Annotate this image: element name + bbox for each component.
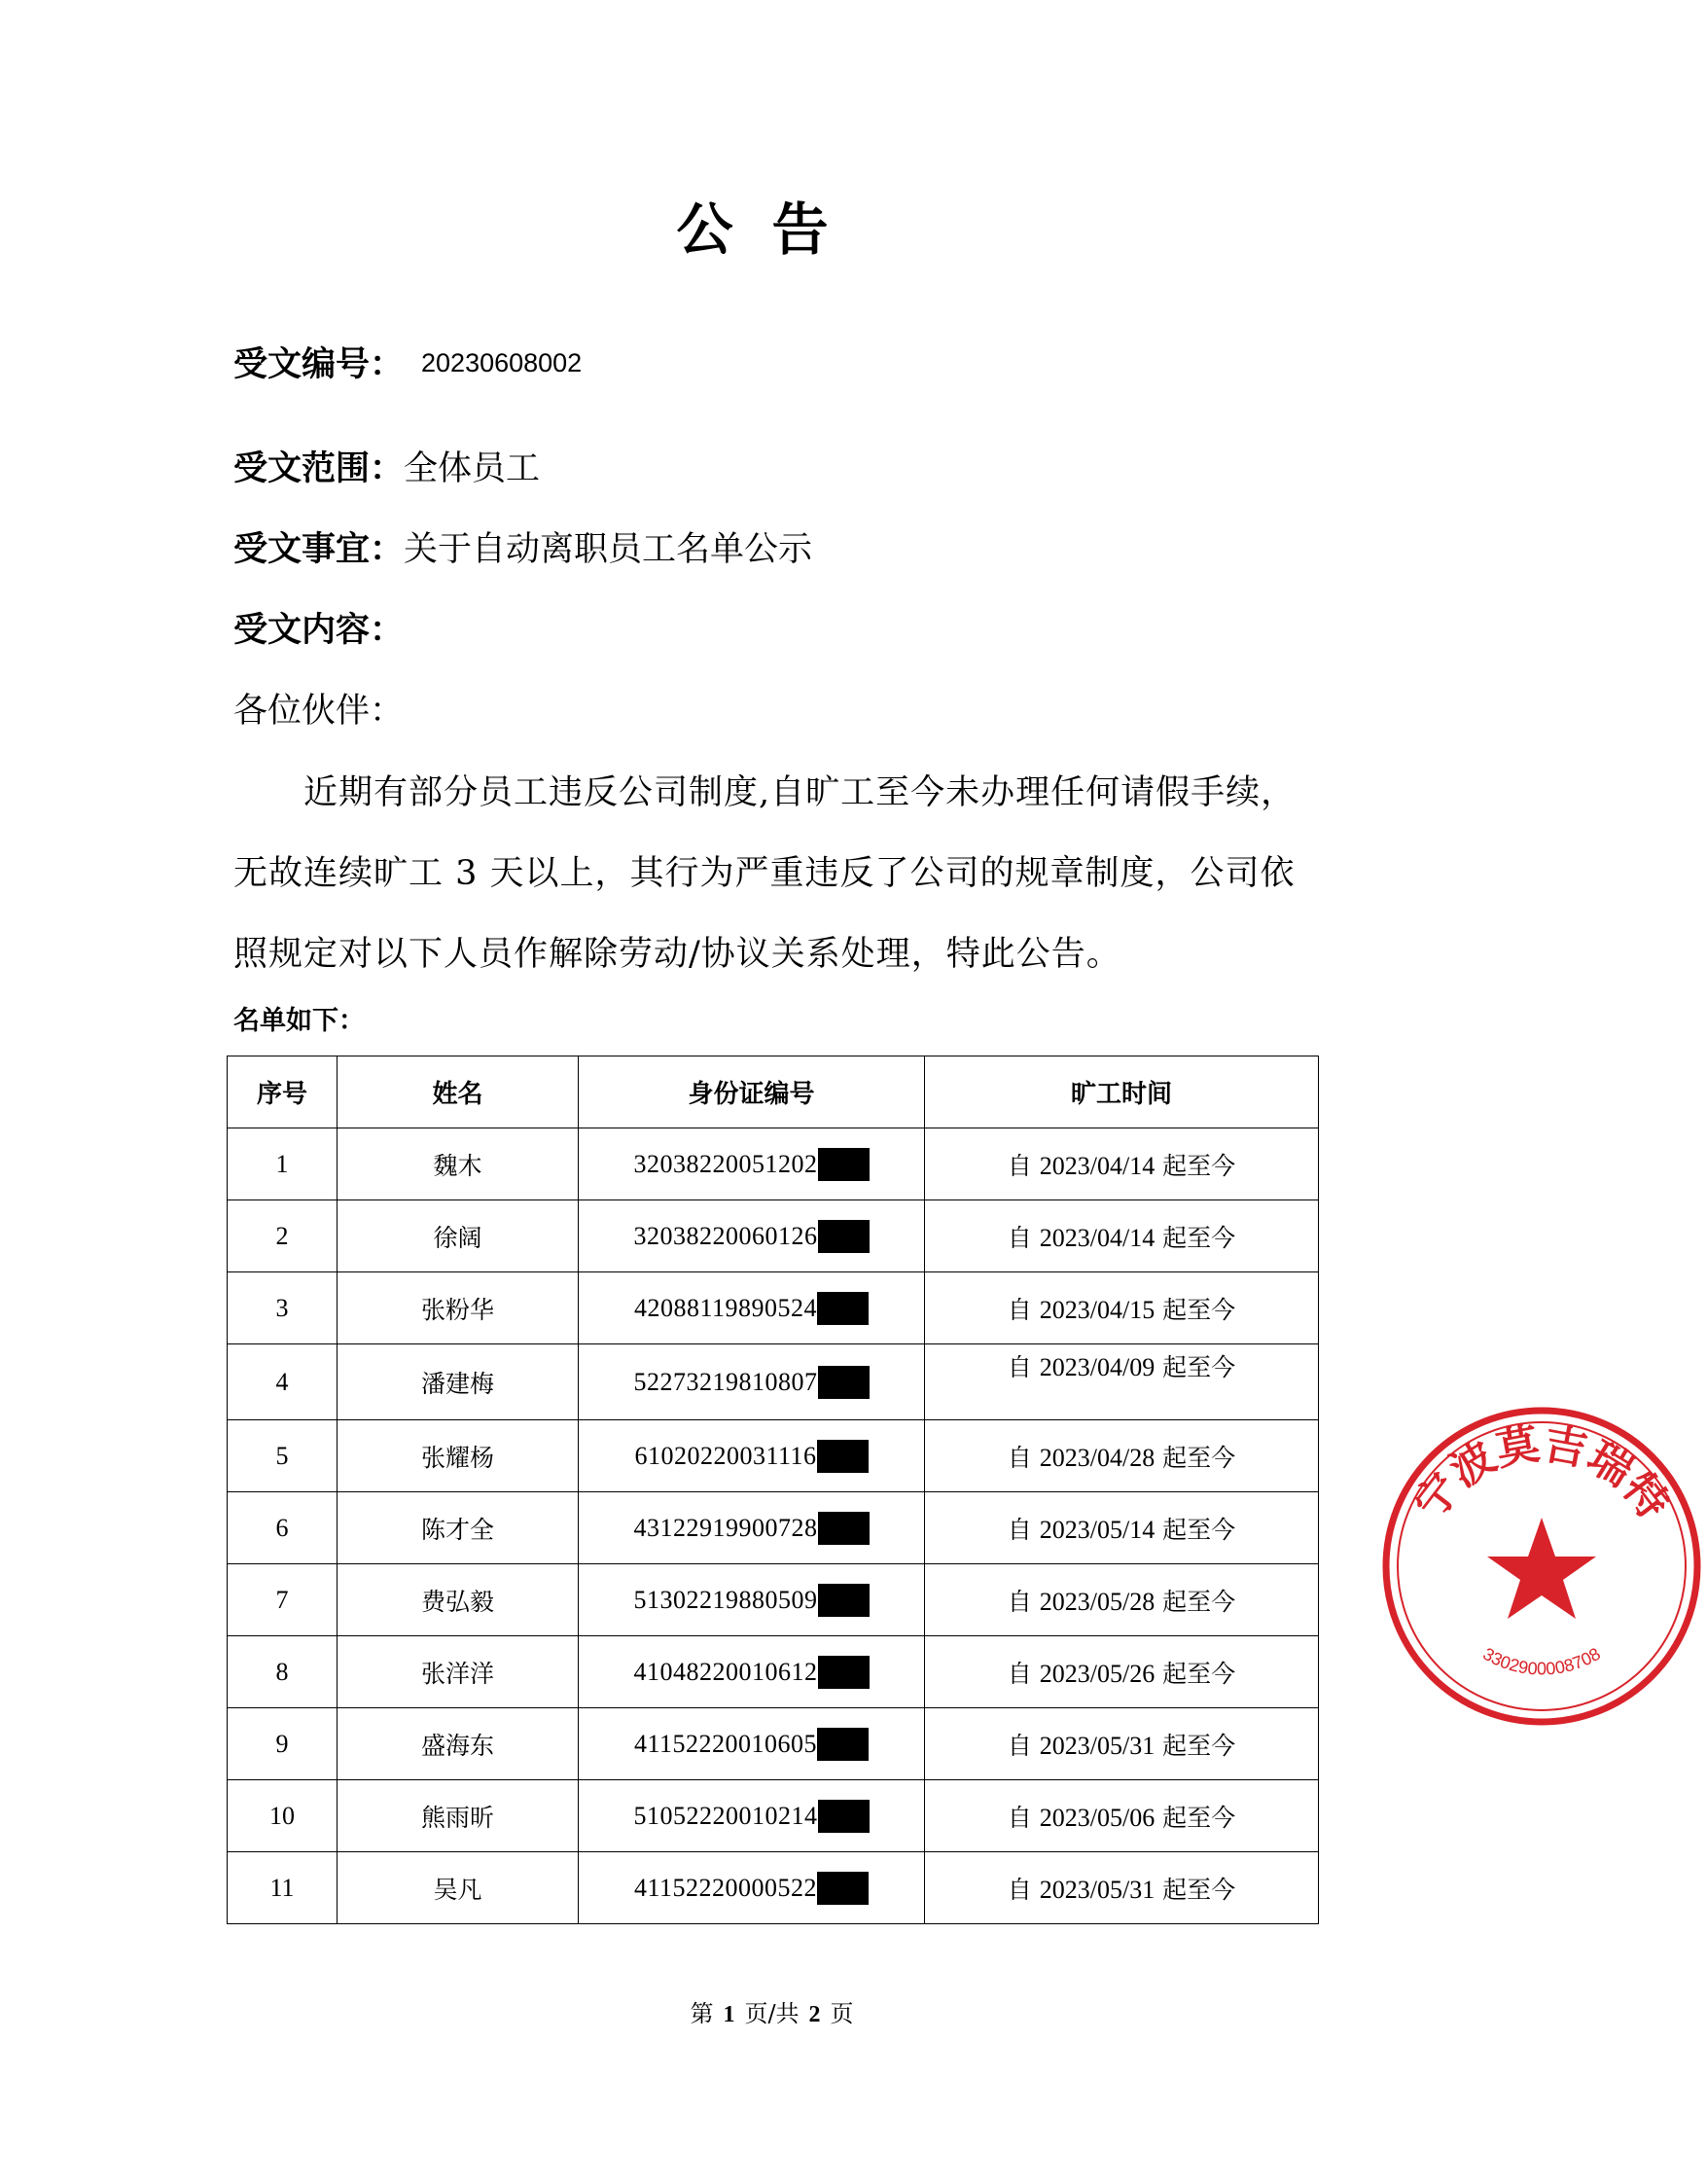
absence-suffix: 起至今 — [1162, 1151, 1236, 1180]
absence-suffix: 起至今 — [1162, 1659, 1236, 1688]
table-row — [228, 1420, 1319, 1492]
cell-absence — [925, 1852, 1319, 1924]
cell-name: 费弘毅 — [338, 1564, 579, 1636]
cell-no: 9 — [228, 1708, 338, 1780]
redaction-block — [817, 1440, 869, 1473]
absence-date: 2023/05/31 — [1039, 1875, 1156, 1904]
absence-suffix: 起至今 — [1162, 1295, 1236, 1324]
cell-name: 徐阔 — [338, 1200, 579, 1272]
absence-prefix: 自 — [1007, 1443, 1032, 1472]
cell-name: 吴凡 — [338, 1852, 579, 1924]
scope-line — [233, 445, 540, 493]
cell-no: 2 — [228, 1200, 338, 1272]
cell-absence — [925, 1708, 1319, 1780]
cell-no: 3 — [228, 1272, 338, 1344]
cell-absence — [925, 1344, 1319, 1420]
table-row — [228, 1852, 1319, 1924]
greeting-text: 各位伙伴： — [233, 692, 405, 731]
footer-page: 1 — [723, 2002, 735, 2027]
id-digits: 32038220060126 — [633, 1221, 818, 1250]
cell-no: 4 — [228, 1344, 338, 1420]
matter-line — [233, 525, 812, 574]
cell-id — [579, 1344, 925, 1420]
table-row — [228, 1344, 1319, 1420]
redaction-block — [817, 1872, 869, 1905]
id-number — [634, 1366, 870, 1399]
id-digits: 51052220010214 — [633, 1801, 818, 1830]
redaction-block — [818, 1584, 870, 1617]
absence-prefix: 自 — [1007, 1659, 1032, 1688]
seal-text: 宁波莫吉瑞特 — [1405, 1418, 1679, 1529]
cell-name: 张粉华 — [338, 1272, 579, 1344]
greeting — [233, 687, 404, 735]
id-number — [634, 1148, 870, 1181]
absence-date: 2023/04/14 — [1039, 1151, 1156, 1180]
cell-id — [579, 1272, 925, 1344]
id-number — [634, 1220, 870, 1253]
cell-no: 6 — [228, 1492, 338, 1564]
absence-date: 2023/04/14 — [1039, 1223, 1156, 1252]
id-digits: 61020220031116 — [634, 1441, 817, 1470]
table-body — [228, 1128, 1319, 1924]
absence-suffix: 起至今 — [1162, 1353, 1236, 1381]
absence-date: 2023/05/14 — [1039, 1515, 1156, 1544]
cell-id — [579, 1708, 925, 1780]
scope-label: 受文范围： — [233, 449, 405, 488]
employee-table — [227, 1056, 1319, 1924]
cell-absence — [925, 1636, 1319, 1708]
matter-value: 关于自动离职员工名单公示 — [404, 530, 813, 569]
document-title: 公告 — [676, 197, 868, 263]
cell-absence — [925, 1420, 1319, 1492]
cell-no: 5 — [228, 1420, 338, 1492]
absence-prefix: 自 — [1007, 1515, 1032, 1544]
absence-prefix: 自 — [1007, 1587, 1032, 1616]
cell-no: 1 — [228, 1128, 338, 1200]
absence-prefix: 自 — [1007, 1295, 1032, 1324]
absence-prefix: 自 — [1007, 1731, 1032, 1760]
id-number — [634, 1512, 870, 1545]
id-number — [634, 1292, 869, 1325]
absence-suffix: 起至今 — [1162, 1587, 1236, 1616]
table-row — [228, 1564, 1319, 1636]
redaction-block — [817, 1728, 869, 1761]
absence-suffix: 起至今 — [1162, 1515, 1236, 1544]
absence-date: 2023/04/15 — [1039, 1295, 1156, 1324]
table-row — [228, 1492, 1319, 1564]
content-line — [233, 606, 404, 655]
cell-id — [579, 1420, 925, 1492]
cell-no: 11 — [228, 1852, 338, 1924]
cell-name: 潘建梅 — [338, 1344, 579, 1420]
cell-no: 7 — [228, 1564, 338, 1636]
id-number — [634, 1584, 870, 1617]
footer-total: 2 — [808, 2002, 821, 2027]
id-digits: 41048220010612 — [633, 1657, 818, 1686]
body-paragraph-text: 近期有部分员工违反公司制度,自旷工至今未办理任何请假手续，无故连续旷工 3 天以上，其行为严重违反了公司的规章制度，公司依照规定对以下人员作解除劳动/协议关系处理，特此公告。 — [233, 773, 1297, 974]
list-heading: 名单如下： — [233, 1006, 365, 1036]
doc-number-value: 20230608002 — [421, 348, 583, 377]
absence-suffix: 起至今 — [1162, 1731, 1236, 1760]
cell-name: 张耀杨 — [338, 1420, 579, 1492]
cell-absence — [925, 1564, 1319, 1636]
id-digits: 42088119890524 — [633, 1293, 818, 1322]
id-digits: 51302219880509 — [633, 1585, 818, 1614]
absence-prefix: 自 — [1007, 1151, 1032, 1180]
doc-number-line — [233, 339, 582, 389]
header-id: 身份证编号 — [579, 1056, 925, 1128]
redaction-block — [818, 1220, 870, 1253]
header-no: 序号 — [228, 1056, 338, 1128]
absence-suffix: 起至今 — [1162, 1875, 1236, 1904]
cell-id — [579, 1128, 925, 1200]
id-number — [634, 1800, 870, 1833]
table-row — [228, 1780, 1319, 1852]
cell-absence — [925, 1128, 1319, 1200]
absence-date: 2023/05/06 — [1039, 1803, 1156, 1832]
id-digits: 43122919900728 — [633, 1513, 818, 1542]
cell-name: 张洋洋 — [338, 1636, 579, 1708]
id-digits: 41152220000522 — [633, 1873, 818, 1902]
doc-number-label: 受文编号： — [233, 345, 405, 384]
cell-absence — [925, 1492, 1319, 1564]
cell-no: 10 — [228, 1780, 338, 1852]
id-digits: 41152220010605 — [633, 1729, 818, 1758]
id-number — [634, 1728, 869, 1761]
table-row — [228, 1708, 1319, 1780]
cell-name: 盛海东 — [338, 1708, 579, 1780]
table-row — [228, 1272, 1319, 1344]
cell-id — [579, 1492, 925, 1564]
table-header-row — [228, 1056, 1319, 1128]
cell-id — [579, 1852, 925, 1924]
table-row — [228, 1636, 1319, 1708]
absence-suffix: 起至今 — [1162, 1223, 1236, 1252]
id-digits: 52273219810807 — [633, 1367, 818, 1396]
absence-prefix: 自 — [1007, 1875, 1032, 1904]
content-label: 受文内容： — [233, 611, 405, 650]
cell-no: 8 — [228, 1636, 338, 1708]
page-footer — [0, 1997, 1544, 2031]
cell-id — [579, 1780, 925, 1852]
cell-id — [579, 1636, 925, 1708]
cell-absence — [925, 1780, 1319, 1852]
header-absence: 旷工时间 — [925, 1056, 1319, 1128]
absence-date: 2023/04/09 — [1039, 1353, 1156, 1381]
absence-suffix: 起至今 — [1162, 1803, 1236, 1832]
id-number — [634, 1872, 869, 1905]
cell-id — [579, 1564, 925, 1636]
cell-name: 魏木 — [338, 1128, 579, 1200]
footer-suffix: 页 — [830, 2000, 854, 2027]
absence-suffix: 起至今 — [1162, 1443, 1236, 1472]
company-seal — [1376, 1401, 1707, 1732]
absence-date: 2023/05/28 — [1039, 1587, 1156, 1616]
redaction-block — [818, 1366, 870, 1399]
footer-prefix: 第 — [690, 2000, 714, 2027]
scope-value: 全体员工 — [404, 449, 541, 488]
cell-id — [579, 1200, 925, 1272]
redaction-block — [818, 1512, 870, 1545]
redaction-block — [818, 1148, 870, 1181]
absence-prefix: 自 — [1007, 1223, 1032, 1252]
header-name: 姓名 — [338, 1056, 579, 1128]
id-digits: 32038220051202 — [633, 1149, 818, 1178]
matter-label: 受文事宜： — [233, 530, 405, 569]
seal-number: 3302900008708 — [1479, 1643, 1604, 1679]
table-row — [228, 1200, 1319, 1272]
body-paragraph — [233, 753, 1308, 995]
id-number — [634, 1440, 868, 1473]
footer-middle: 页/共 — [744, 2000, 800, 2027]
redaction-block — [818, 1800, 870, 1833]
absence-date: 2023/05/31 — [1039, 1731, 1156, 1760]
cell-name: 陈才全 — [338, 1492, 579, 1564]
table-row — [228, 1128, 1319, 1200]
redaction-block — [817, 1292, 869, 1325]
cell-absence — [925, 1272, 1319, 1344]
redaction-block — [818, 1656, 870, 1689]
absence-prefix: 自 — [1007, 1803, 1032, 1832]
absence-date: 2023/05/26 — [1039, 1659, 1156, 1688]
id-number — [634, 1656, 870, 1689]
absence-date: 2023/04/28 — [1039, 1443, 1156, 1472]
cell-name: 熊雨昕 — [338, 1780, 579, 1852]
absence-prefix: 自 — [1007, 1353, 1032, 1381]
seal-star-icon — [1487, 1518, 1596, 1619]
cell-absence — [925, 1200, 1319, 1272]
